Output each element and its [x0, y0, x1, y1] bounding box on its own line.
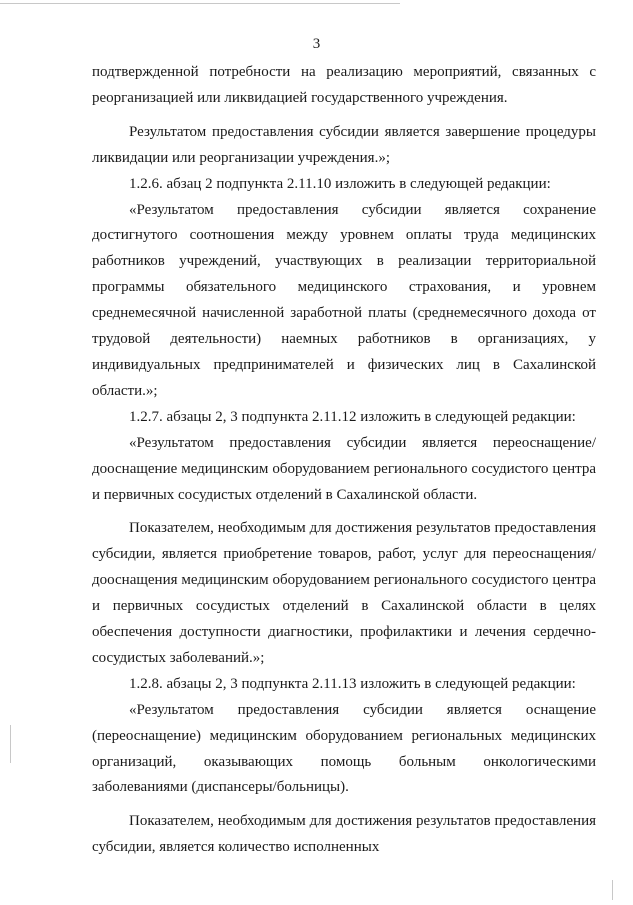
paragraph-5: 1.2.7. абзацы 2, 3 подпункта 2.11.12 изложить в следующей редакции: — [129, 408, 576, 425]
paragraph-4: «Результатом предоставления субсидии является сохранение достигнутого соотношения между уровнем оплаты труда медицинских работников учреждений, участвующих в реализации территориальной программы обязательного медицинского страхования, и уровнем среднемесячной начисленной заработной платы (среднемесячного дохода от трудовой деятельности) наемных работников в организациях, у индивидуальных предпринимателей и физических лиц в Сахалинской области.»; — [92, 201, 596, 399]
paragraph-3: 1.2.6. абзац 2 подпункта 2.11.10 изложить в следующей редакции: — [129, 175, 551, 192]
document-body — [92, 60, 596, 861]
paragraph-9: «Результатом предоставления субсидии является оснащение (переоснащение) медицинским оборудованием региональных медицинских организаций, оказывающих помощь больным онкологическими заболеваниями (диспансеры/больницы). — [92, 701, 596, 796]
page-number: 3 — [312, 36, 321, 52]
bottom-scan-mark — [612, 880, 613, 900]
paragraph-6: «Результатом предоставления субсидии является переоснащение/ дооснащение медицинским оборудованием регионального сосудистого центра и первичных сосудистых отделений в Сахалинской области. — [92, 434, 596, 503]
top-scan-line — [0, 3, 400, 4]
paragraph-1: подтвержденной потребности на реализацию мероприятий, связанных с реорганизацией или ликвидацией государственного учреждения. — [92, 64, 596, 106]
paragraph-10: Показателем, необходимым для достижения результатов предоставления субсидии, является количество исполненных — [92, 813, 596, 856]
paragraph-8: 1.2.8. абзацы 2, 3 подпункта 2.11.13 изложить в следующей редакции: — [129, 675, 576, 692]
paragraph-7: Показателем, необходимым для достижения результатов предоставления субсидии, является приобретение товаров, работ, услуг для переоснащения/дооснащения медицинским оборудованием регионального сосудистого центра и первичных сосудистых отделений в Сахалинской области в целях обеспечения доступности диагностики, профилактики и лечения сердечно-сосудистых заболеваний.»; — [92, 520, 596, 666]
paragraph-2: Результатом предоставления субсидии является завершение процедуры ликвидации или реорганизации учреждения.»; — [92, 123, 596, 166]
left-scan-mark — [10, 725, 11, 763]
